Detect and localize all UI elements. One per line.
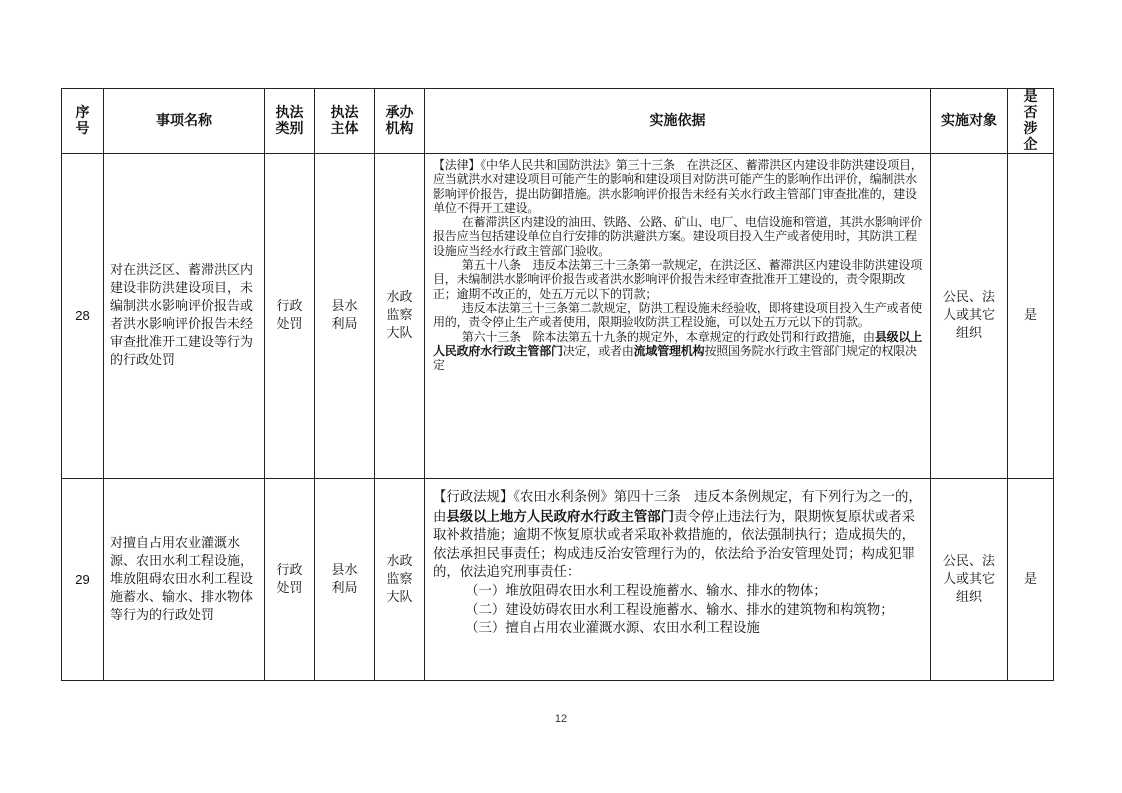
header-basis: 实施依据	[425, 89, 931, 154]
row-seq: 29	[62, 479, 104, 681]
basis-paragraph: 违反本法第三十三条第二款规定，防洪工程设施未经验收，即将建设项目投入生产或者使用的，责令停止生产或者使用，限期验收防洪工程设施，可以处五万元以下的罚款。	[433, 300, 923, 330]
enforcement-table	[61, 88, 1054, 681]
basis-paragraph: （二）建设妨碍农田水利工程设施蓄水、输水、排水的建筑物和构筑物；	[465, 602, 894, 618]
basis-bold-authority: 县级以上人民政府水行政主管部门	[433, 329, 923, 358]
row-handling-agency: 水政监察大队	[375, 479, 425, 681]
row-handling-agency: 水政监察大队	[375, 154, 425, 479]
basis-text: 【行政法规】《农田水利条例》第四十三条 违反本条例规定，有下列行为之一的，由	[433, 490, 922, 525]
basis-paragraph: 在蓄滞洪区内建设的油田、铁路、公路、矿山、电厂、电信设施和管道，其洪水影响评价报告应当包括建设单位自行安排的防洪避洪方案。建设项目投入生产或者使用时，其防洪工程设施应当经水行政主管部门验收。	[433, 215, 923, 258]
header-target: 实施对象	[931, 89, 1008, 154]
row-target: 公民、法人或其它组织	[931, 479, 1008, 681]
basis-text: 按照国务院水行政主管部门规定的权限决定	[433, 343, 917, 373]
header-involves-enterprise: 是否涉企	[1008, 89, 1054, 154]
header-enforcement-type: 执法类别	[265, 89, 315, 154]
basis-paragraph	[433, 330, 924, 373]
row-item-name: 对擅自占用农业灌溉水源、农田水利工程设施，堆放阻碍农田水利工程设施蓄水、输水、排水物体等行为的行政处罚	[104, 479, 265, 681]
row-seq: 28	[62, 154, 104, 479]
header-seq: 序号	[62, 89, 104, 154]
basis-paragraph: （三）擅自占用农业灌溉水源、农田水利工程设施	[465, 621, 760, 637]
basis-bold-authority: 县级以上地方人民政府水行政主管部门	[446, 508, 675, 525]
table-row	[62, 479, 1054, 681]
row-enforcement-type: 行政处罚	[265, 154, 315, 479]
row-involves-enterprise: 是	[1008, 479, 1054, 681]
basis-paragraph: 【法律】《中华人民共和国防洪法》第三十三条 在洪泛区、蓄滞洪区内建设非防洪建设项目，应当就洪水对建设项目可能产生的影响和建设项目对防洪可能产生的影响作出评价，编制洪水影响评价报告，提出防御措施。洪水影响评价报告未经有关水行政主管部门审查批准的，建设单位不得开工建设。	[433, 158, 923, 215]
row-target: 公民、法人或其它组织	[931, 154, 1008, 479]
row-basis	[425, 154, 931, 479]
row-involves-enterprise: 是	[1008, 154, 1054, 479]
row-enforcement-type: 行政处罚	[265, 479, 315, 681]
page-number: 12	[554, 713, 568, 725]
basis-paragraph	[433, 489, 924, 583]
row-enforcement-subject: 县水利局	[315, 479, 375, 681]
row-basis	[425, 479, 931, 681]
table-row	[62, 154, 1054, 479]
basis-bold-authority: 流域管理机构	[633, 343, 705, 358]
header-handling-agency: 承办机构	[375, 89, 425, 154]
header-item-name: 事项名称	[104, 89, 265, 154]
basis-paragraph: 第五十八条 违反本法第三十三条第一款规定，在洪泛区、蓄滞洪区内建设非防洪建设项目，未编制洪水影响评价报告或者洪水影响评价报告未经审查批准开工建设的，责令限期改正；逾期不改正的，处五万元以下的罚款；	[433, 258, 923, 301]
basis-text: 决定，或者由	[562, 343, 634, 358]
header-row	[62, 89, 1054, 154]
header-enforcement-subject: 执法主体	[315, 89, 375, 154]
row-item-name: 对在洪泛区、蓄滞洪区内建设非防洪建设项目，未编制洪水影响评价报告或者洪水影响评价报告未经审查批准开工建设等行为的行政处罚	[104, 154, 265, 479]
basis-paragraph: （一）堆放阻碍农田水利工程设施蓄水、输水、排水的物体；	[465, 583, 827, 599]
basis-text: 责令停止违法行为，限期恢复原状或者采取补救措施；逾期不恢复原状或者采取补救措施的，依法强制执行；造成损失的，依法承担民事责任；构成违反治安管理行为的，依法给予治安管理处罚；构成犯罪的，依法追究刑事责任：	[433, 509, 916, 581]
basis-text: 第六十三条 除本法第五十九条的规定外，本章规定的行政处罚和行政措施，由	[461, 329, 875, 344]
row-enforcement-subject: 县水利局	[315, 154, 375, 479]
